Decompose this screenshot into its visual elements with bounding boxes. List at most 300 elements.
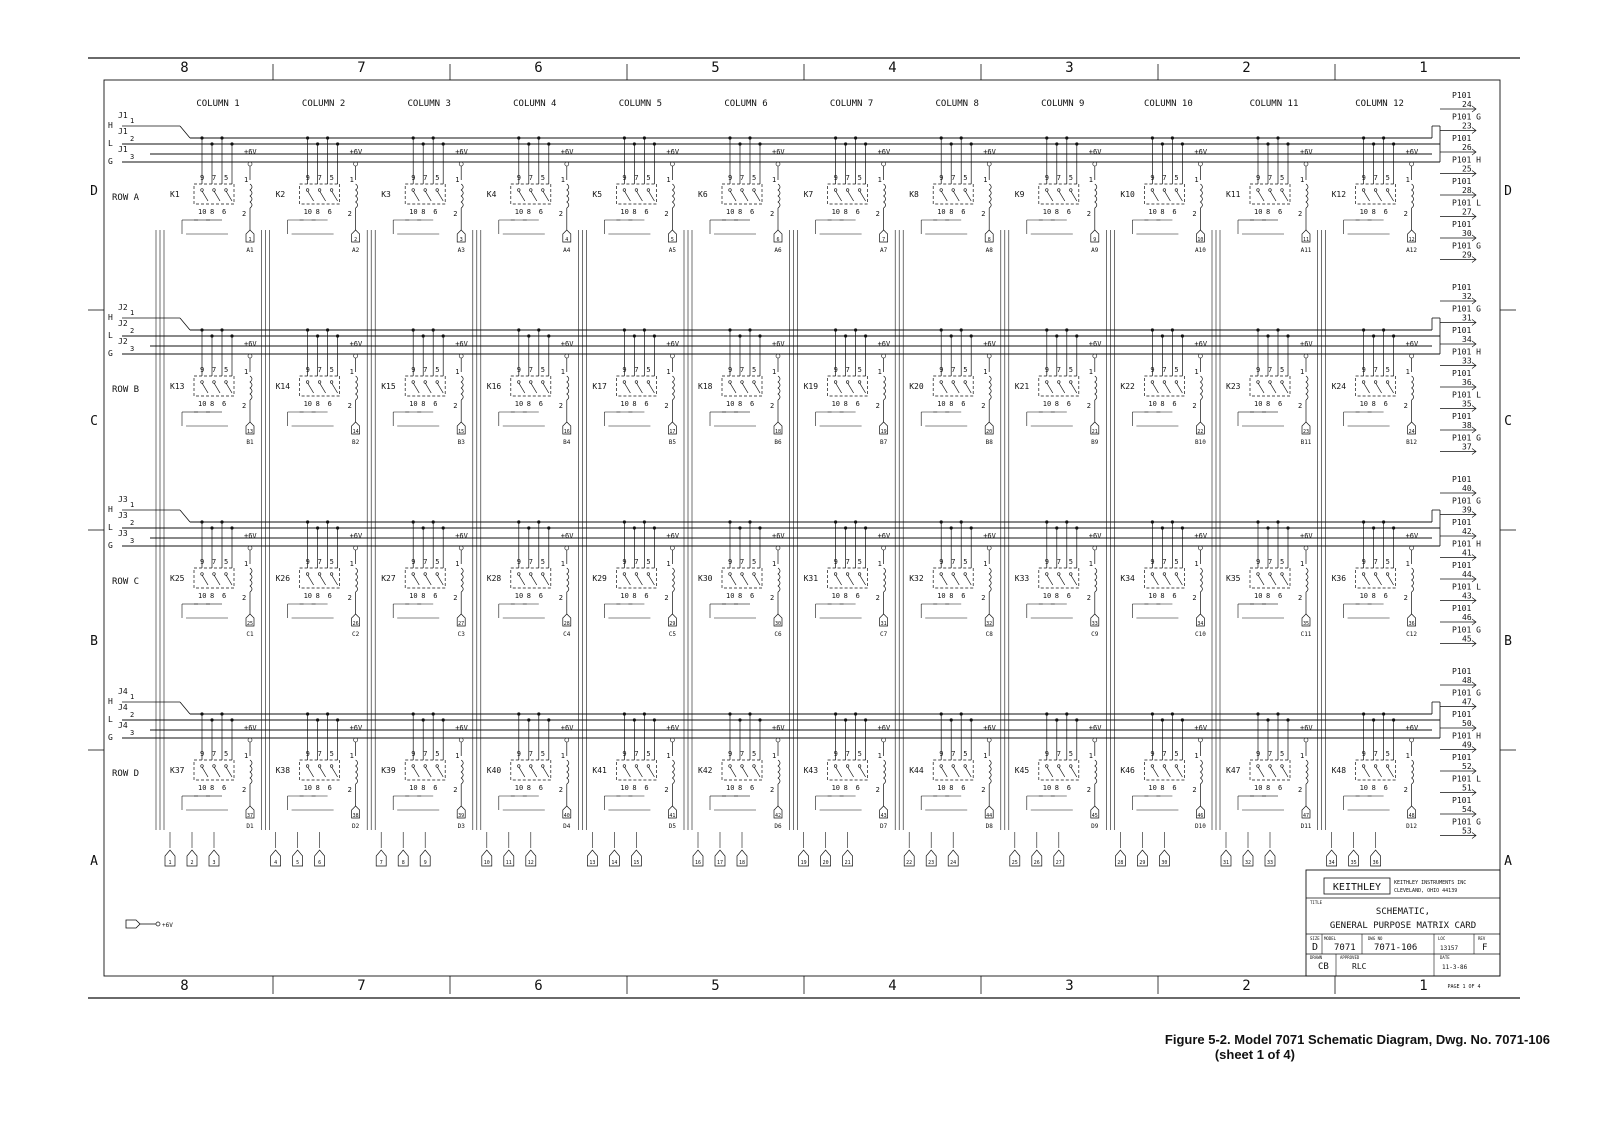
loc-label: LOC: [1438, 936, 1446, 941]
output-number: 12: [1408, 237, 1415, 243]
pin-num: 5: [1385, 366, 1390, 374]
junction-dot: [653, 526, 656, 529]
junction-dot: [316, 526, 319, 529]
pin-num: 10: [1042, 400, 1052, 408]
switch-blade: [836, 383, 842, 393]
junction-dot: [1276, 136, 1279, 139]
switch-blade: [1364, 767, 1370, 777]
supply-label: +6V: [455, 532, 468, 540]
junction-dot: [1256, 136, 1259, 139]
zone-bottom-1: 1: [1419, 978, 1428, 994]
junction-dot: [1045, 328, 1048, 331]
pin-num: 7: [1373, 174, 1378, 182]
pin-num: 8: [632, 400, 637, 408]
contact: [436, 765, 439, 768]
output-number: 38: [352, 813, 359, 819]
supply-label: +6V: [244, 532, 257, 540]
contact: [964, 573, 967, 576]
pin-num: 7: [1056, 366, 1062, 374]
contact: [436, 189, 439, 192]
junction-dot: [1055, 334, 1058, 337]
relay-coil: [356, 760, 358, 784]
switch-blade: [836, 575, 842, 585]
pin-num: 9: [305, 174, 310, 182]
p101-pin-30: [1440, 220, 1476, 241]
relay-coil: [461, 184, 463, 208]
connector-pin: 51: [1462, 783, 1472, 793]
pin-num: 10: [198, 592, 207, 600]
title-line-1: SCHEMATIC,: [1375, 907, 1431, 917]
junction-dot: [738, 526, 741, 529]
column-connector-12: [526, 832, 536, 866]
junction-dot: [306, 520, 309, 523]
size-value: D: [1312, 942, 1319, 953]
contact: [306, 573, 309, 576]
relay-coil: [1200, 568, 1202, 592]
junction-dot: [1065, 712, 1068, 715]
pin-num: 10: [303, 784, 313, 792]
relay-coil: [356, 376, 358, 400]
output-number: 48: [1408, 813, 1415, 819]
contact: [940, 189, 943, 192]
relay-label: K45: [1014, 766, 1030, 775]
output-number: 34: [1197, 621, 1204, 627]
column-connector-7: [376, 832, 386, 866]
pin-num: 5: [963, 174, 968, 182]
pin-num: 7: [317, 750, 322, 758]
pin-num: 7: [1056, 750, 1062, 758]
output-number: 16: [563, 429, 570, 435]
connector-pin: 29: [1462, 250, 1472, 260]
jack-label: J1: [118, 111, 128, 120]
pin-num: 8: [632, 592, 637, 600]
junction-dot: [210, 334, 213, 337]
junction-dot: [442, 526, 445, 529]
junction-dot: [1392, 526, 1395, 529]
jack-label: J2: [118, 303, 128, 312]
pin-num: 7: [317, 174, 322, 182]
pin-num: 10: [514, 592, 524, 600]
pin-num: 6: [1278, 784, 1283, 792]
pin-num: 8: [421, 784, 426, 792]
junction-dot: [1362, 136, 1365, 139]
connector-pin: 28: [1462, 186, 1472, 195]
supply-terminal: [987, 354, 991, 358]
supply-label: +6V: [877, 340, 891, 348]
column-header-3: COLUMN 3: [407, 99, 451, 109]
connector-ref: P101: [1452, 134, 1472, 143]
supply-label: +6V: [349, 532, 363, 540]
switch-blade: [1258, 575, 1264, 585]
junction-dot: [1055, 142, 1058, 145]
jack-label: J4: [118, 687, 128, 696]
output-number: 35: [1302, 621, 1310, 627]
pin-num: 1: [1194, 752, 1199, 760]
pin-num: 7: [1268, 750, 1273, 758]
pin-num: 6: [538, 784, 544, 792]
column-header-2: COLUMN 2: [301, 99, 346, 109]
pin-num: 10: [1148, 400, 1157, 408]
relay-coil: [884, 568, 886, 592]
pin-num: 9: [200, 558, 205, 566]
pin-num: 6: [538, 400, 544, 408]
contact: [846, 381, 849, 384]
p101-pin-48: [1440, 667, 1476, 688]
contact: [741, 573, 744, 576]
pin-num: 8: [1371, 784, 1376, 792]
switch-blade: [941, 575, 947, 585]
junction-dot: [230, 526, 233, 529]
pin-num: 10: [1254, 592, 1263, 600]
junction-dot: [1362, 328, 1365, 331]
connector-pin: 32: [1462, 292, 1472, 301]
junction-dot: [854, 712, 857, 715]
output-number: 15: [458, 429, 465, 435]
junction-dot: [220, 712, 223, 715]
junction-dot: [316, 718, 319, 721]
supply-terminal: [1093, 546, 1097, 550]
pin-num: 8: [632, 784, 637, 792]
pin-num: 2: [347, 786, 352, 794]
pin-num: 5: [540, 366, 546, 374]
zone-top-1: 1: [1419, 60, 1428, 76]
pin-num: 10: [198, 400, 207, 408]
row-label: ROW B: [112, 385, 140, 395]
pin-num: 7: [634, 366, 639, 374]
junction-dot: [517, 520, 520, 523]
switch-blade: [953, 191, 959, 201]
supply-terminal: [248, 162, 252, 166]
connector-number: 25: [1011, 860, 1018, 866]
relay-coil: [1412, 568, 1414, 592]
junction-dot: [844, 526, 847, 529]
junction-dot: [1286, 334, 1289, 337]
pin-num: 6: [644, 784, 649, 792]
junction-dot: [220, 136, 223, 139]
pin-num: 2: [1192, 402, 1197, 410]
output-label: A10: [1194, 247, 1206, 254]
junction-dot: [864, 142, 867, 145]
relay-coil: [884, 760, 886, 784]
connector-number: 5: [296, 860, 300, 866]
pin-num: 2: [347, 402, 352, 410]
output-label: C2: [351, 631, 360, 638]
column-connector-36: [1371, 832, 1381, 866]
relay-coil: [778, 376, 780, 400]
output-number: 44: [986, 813, 993, 819]
junction-dot: [748, 328, 751, 331]
relay-coil: [672, 760, 674, 784]
junction-dot: [643, 136, 646, 139]
pin-num: 6: [1172, 784, 1177, 792]
pin-num: 7: [212, 750, 217, 758]
junction-dot: [1276, 328, 1279, 331]
contact: [1046, 573, 1049, 576]
supply-label: +6V: [244, 340, 257, 348]
relay-coil: [672, 184, 674, 208]
junction-dot: [412, 328, 415, 331]
relay-label: K14: [275, 382, 291, 391]
pin-num: 7: [528, 174, 534, 182]
contact: [318, 765, 321, 768]
p101-pin-26: [1440, 134, 1476, 155]
junction-dot: [336, 334, 339, 337]
page-label: PAGE 1 OF 4: [1447, 984, 1481, 990]
pin-num: 8: [210, 400, 215, 408]
contact: [952, 189, 955, 192]
pin-num: 10: [1359, 784, 1369, 792]
supply-terminal: [459, 354, 463, 358]
switch-blade: [519, 191, 525, 201]
output-number: 24: [1408, 429, 1415, 435]
contact: [1058, 381, 1061, 384]
switch-blade: [953, 383, 959, 393]
supply-terminal: [987, 738, 991, 742]
junction-dot: [1392, 334, 1395, 337]
contact: [518, 189, 521, 192]
pin-num: 3: [130, 729, 135, 737]
column-connector-23: [926, 832, 936, 866]
pin-num: 7: [1056, 558, 1062, 566]
junction-dot: [210, 718, 213, 721]
connector-pin: 41: [1462, 548, 1472, 558]
connector-number: 14: [611, 860, 618, 866]
column-connector-35: [1349, 832, 1359, 866]
output-number: 14: [352, 429, 359, 435]
junction-dot: [1286, 142, 1289, 145]
output-label: B4: [563, 439, 571, 446]
junction-dot: [1372, 718, 1375, 721]
zone-top-8: 8: [180, 60, 189, 76]
relay-label: K42: [698, 766, 713, 775]
output-label: D9: [1091, 823, 1099, 830]
output-label: D5: [668, 823, 677, 830]
pin-num: 1: [349, 752, 354, 760]
junction-dot: [306, 328, 309, 331]
pin-num: 2: [770, 594, 775, 602]
pin-num: 8: [843, 208, 848, 216]
pin-num: 7: [951, 750, 956, 758]
junction-dot: [200, 712, 203, 715]
relay-label: K26: [275, 574, 291, 583]
contact: [1046, 381, 1049, 384]
connector-number: 9: [423, 860, 427, 866]
supply-label: +6V: [1405, 148, 1419, 156]
switch-blade: [214, 575, 220, 585]
supply-terminal: [354, 354, 358, 358]
relay-label: K18: [698, 382, 713, 391]
connector-pin: 24: [1462, 100, 1472, 109]
junction-dot: [306, 712, 309, 715]
pin-num: 8: [1160, 592, 1165, 600]
relay-coil: [778, 184, 780, 208]
contact: [306, 381, 309, 384]
supply-label: +6V: [1088, 340, 1102, 348]
switch-blade: [1047, 191, 1053, 201]
switch-blade: [1376, 767, 1382, 777]
pin-num: 9: [939, 366, 944, 374]
pin-num: 2: [130, 519, 135, 527]
output-number: 3: [459, 237, 463, 243]
contact: [1175, 189, 1178, 192]
pin-num: 1: [1088, 176, 1094, 184]
connector-number: 12: [527, 860, 534, 866]
switch-blade: [320, 575, 326, 585]
pin-num: 10: [1148, 208, 1157, 216]
company-name: KEITHLEY INSTRUMENTS INC: [1394, 880, 1467, 886]
column-connector-11: [504, 832, 514, 866]
contact: [1058, 765, 1061, 768]
pin-num: 10: [1042, 208, 1052, 216]
pin-num: 5: [1068, 750, 1074, 758]
contact: [213, 573, 216, 576]
relay-label: K32: [909, 574, 924, 583]
pin-num: 1: [455, 752, 460, 760]
switch-blade: [1258, 383, 1264, 393]
zone-top-5: 5: [711, 60, 720, 76]
pin-num: 2: [1086, 786, 1092, 794]
output-label: A7: [879, 247, 888, 254]
jack-label: J2: [118, 337, 128, 346]
pin-num: 5: [329, 750, 334, 758]
relay-label: K5: [592, 190, 603, 199]
supply-terminal: [776, 546, 780, 550]
pin-num: 8: [1054, 400, 1060, 408]
contact: [858, 189, 861, 192]
pin-num: 9: [1256, 750, 1261, 758]
pin-num: 6: [644, 592, 649, 600]
junction-dot: [527, 718, 530, 721]
pin-num: 9: [1361, 174, 1366, 182]
column-connector-2: [187, 832, 197, 866]
junction-dot: [834, 328, 837, 331]
pin-num: 5: [540, 558, 546, 566]
pin-num: 5: [224, 174, 229, 182]
pin-num: 7: [1162, 750, 1167, 758]
pin-num: 1: [983, 176, 988, 184]
pin-num: 9: [305, 366, 310, 374]
pin-num: 5: [435, 750, 440, 758]
switch-blade: [648, 383, 654, 393]
pin-num: 6: [644, 208, 649, 216]
output-label: A4: [563, 247, 571, 254]
pin-num: 6: [750, 208, 755, 216]
relay-coil: [672, 376, 674, 400]
pin-num: 7: [1268, 366, 1273, 374]
connector-ref: P101: [1452, 220, 1472, 229]
zone-bottom-3: 3: [1065, 978, 1074, 994]
switch-blade: [1388, 383, 1394, 393]
pin-num: 2: [770, 210, 775, 218]
column-connector-32: [1243, 832, 1253, 866]
pin-num: 7: [845, 750, 850, 758]
junction-dot: [633, 142, 636, 145]
switch-blade: [332, 191, 338, 201]
junction-dot: [1151, 520, 1154, 523]
output-number: 1: [248, 237, 252, 243]
output-number: 10: [1197, 237, 1204, 243]
column-connector-1: [165, 832, 175, 866]
contact: [729, 189, 732, 192]
connector-ref: P101 G: [1452, 241, 1481, 251]
pin-num: 10: [937, 784, 946, 792]
connector-ref: P101: [1452, 667, 1472, 676]
switch-blade: [624, 191, 630, 201]
column-connector-30: [1159, 832, 1169, 866]
pin-num: 9: [622, 558, 627, 566]
junction-dot: [633, 526, 636, 529]
pin-num: 2: [1298, 786, 1303, 794]
connector-number: 21: [844, 860, 851, 866]
junction-dot: [758, 526, 761, 529]
pin-num: 9: [833, 558, 838, 566]
caption-line-2: (sheet 1 of 4): [1214, 1047, 1295, 1062]
pin-num: 6: [222, 400, 227, 408]
pin-num: 5: [857, 174, 862, 182]
pin-num: 8: [949, 400, 954, 408]
pin-num: 5: [646, 558, 651, 566]
row-label: ROW C: [112, 577, 140, 587]
jack-label: J1: [118, 145, 128, 154]
contact: [623, 765, 626, 768]
relay-label: K22: [1120, 382, 1135, 391]
contact: [753, 573, 756, 576]
relay-coil: [989, 568, 991, 592]
connector-pin: 36: [1462, 378, 1472, 387]
pin-num: 1: [130, 309, 135, 317]
pin-num: 7: [423, 174, 428, 182]
switch-blade: [1071, 191, 1077, 201]
connector-number: 28: [1117, 860, 1124, 866]
junction-dot: [1382, 712, 1385, 715]
pin-num: 6: [1172, 592, 1177, 600]
output-label: B9: [1091, 439, 1099, 446]
rev-value: F: [1482, 943, 1488, 953]
contact: [1175, 765, 1178, 768]
contact: [1374, 765, 1377, 768]
switch-blade: [1176, 191, 1182, 201]
relay-coil: [672, 568, 674, 592]
pin-num: 1: [560, 368, 566, 376]
junction-dot: [1161, 526, 1164, 529]
pin-num: 7: [845, 558, 850, 566]
pin-num: 2: [1086, 210, 1092, 218]
supply-label: +6V: [1300, 340, 1313, 348]
column-connector-25: [1010, 832, 1020, 866]
junction-dot: [950, 718, 953, 721]
pin-num: 7: [740, 750, 745, 758]
pin-num: 6: [644, 400, 649, 408]
pin-num: 7: [528, 366, 534, 374]
junction-dot: [1256, 712, 1259, 715]
junction-dot: [1075, 142, 1078, 145]
junction-dot: [527, 142, 530, 145]
relay-label: K15: [381, 382, 396, 391]
pin-num: 8: [315, 784, 320, 792]
switch-blade: [636, 191, 642, 201]
connector-number: 36: [1372, 860, 1379, 866]
switch-blade: [965, 575, 971, 585]
relay-label: K27: [381, 574, 396, 583]
supply-label: +6V: [349, 340, 363, 348]
junction-dot: [970, 334, 973, 337]
junction-dot: [1171, 520, 1174, 523]
junction-dot: [547, 334, 550, 337]
junction-dot: [1266, 718, 1269, 721]
relay-label: K41: [592, 766, 607, 775]
supply-terminal: [1304, 354, 1308, 358]
pin-num: 1: [349, 560, 354, 568]
